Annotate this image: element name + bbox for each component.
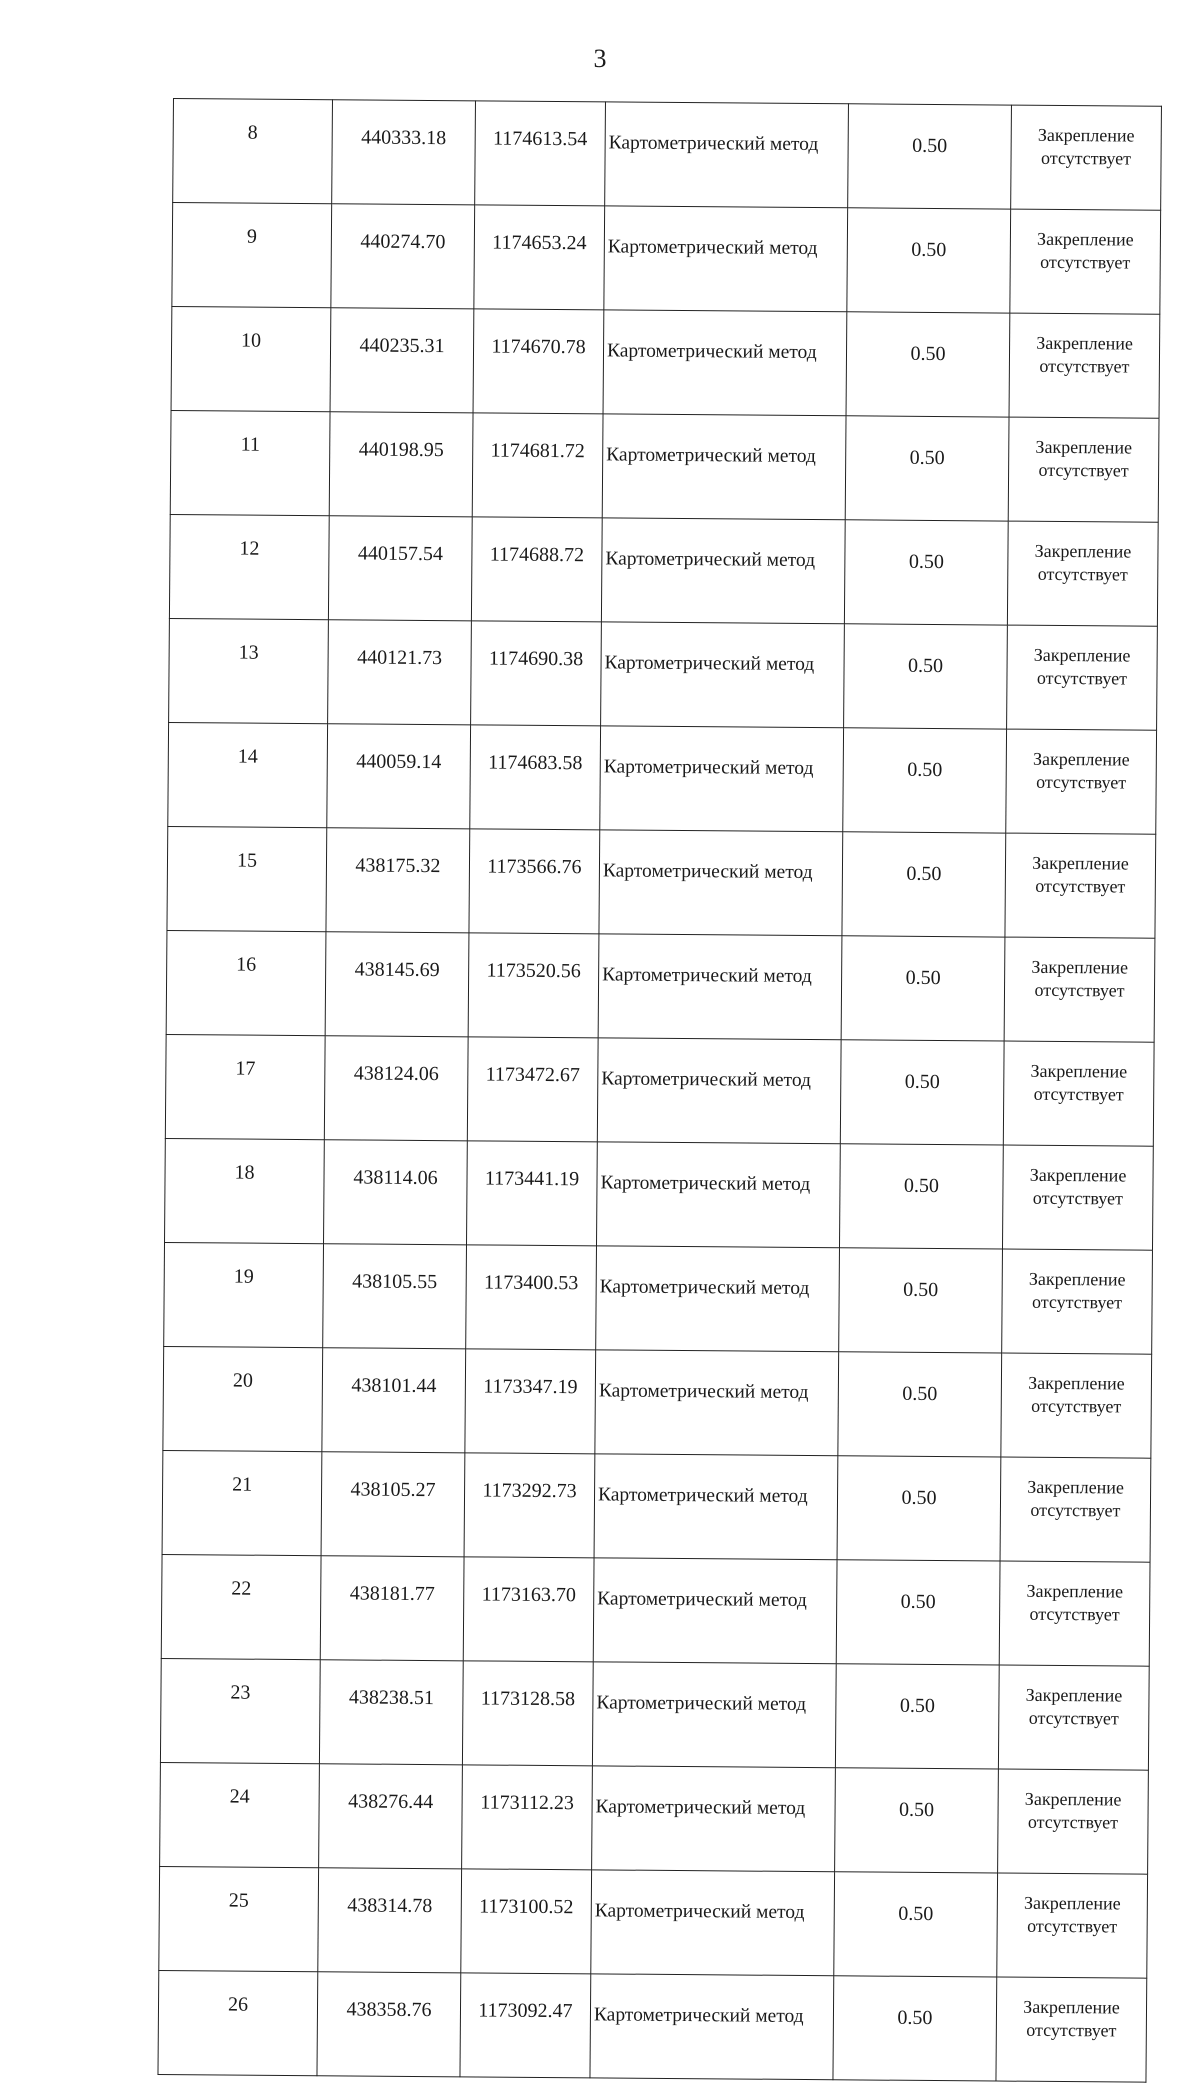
table-row [167, 826, 1156, 938]
y-coordinate-cell: 1174653.24 [474, 205, 605, 310]
x-coordinate-cell: 438145.69 [325, 932, 469, 1037]
accuracy-cell: 0.50 [838, 1352, 1002, 1457]
y-coordinate-cell: 1174681.72 [472, 413, 603, 518]
x-coordinate-cell: 440333.18 [332, 100, 476, 205]
point-number-cell: 16 [166, 930, 326, 1035]
method-cell: Картометрический метод [593, 1558, 837, 1664]
x-coordinate-cell: 438181.77 [320, 1556, 464, 1661]
fixation-line-2: отсутствует [1026, 2019, 1117, 2041]
point-number-cell: 25 [159, 1866, 319, 1971]
point-number-cell: 10 [171, 306, 331, 411]
y-coordinate-cell: 1173112.23 [462, 1765, 593, 1870]
method-cell: Картометрический метод [591, 1870, 835, 1976]
y-coordinate-cell: 1173441.19 [467, 1141, 598, 1246]
fixation-line-2: отсутствует [1040, 147, 1132, 169]
point-number-cell: 24 [160, 1762, 320, 1867]
table-row [166, 930, 1155, 1042]
fixation-line-2: отсутствует [1027, 1915, 1118, 1937]
fixation-line-1: Закрепление [1027, 1476, 1124, 1498]
table-row [173, 99, 1162, 211]
fixation-line-1: Закрепление [1031, 956, 1129, 978]
x-coordinate-cell: 438105.27 [321, 1452, 465, 1557]
x-coordinate-cell: 440059.14 [327, 724, 471, 829]
fixation-cell [1008, 417, 1159, 522]
fixation-line-2: отсутствует [1039, 355, 1130, 377]
accuracy-cell: 0.50 [839, 1144, 1003, 1249]
table-row [172, 203, 1161, 315]
fixation-line-1: Закрепление [1035, 436, 1133, 458]
table-row [160, 1658, 1149, 1770]
fixation-cell [1007, 521, 1158, 626]
method-cell: Картометрический метод [592, 1766, 836, 1872]
fixation-line-2: отсутствует [1035, 875, 1126, 897]
method-cell: Картометрический метод [603, 310, 847, 416]
fixation-cell [997, 1873, 1148, 1978]
method-cell: Картометрический метод [604, 206, 848, 312]
fixation-cell [1011, 105, 1162, 210]
fixation-line-2: отсутствует [1036, 771, 1127, 793]
table-row [165, 1138, 1154, 1250]
method-cell: Картометрический метод [601, 622, 845, 728]
point-number-cell: 18 [165, 1138, 325, 1243]
y-coordinate-cell: 1174688.72 [471, 517, 602, 622]
fixation-line-2: отсутствует [1031, 1395, 1122, 1417]
accuracy-cell: 0.50 [844, 624, 1008, 729]
x-coordinate-cell: 438358.76 [317, 1972, 461, 2077]
accuracy-cell: 0.50 [835, 1664, 999, 1769]
method-cell: Картометрический метод [590, 1974, 834, 2080]
point-number-cell: 11 [170, 410, 330, 515]
fixation-line-1: Закрепление [1029, 1164, 1127, 1186]
x-coordinate-cell: 438314.78 [318, 1868, 462, 1973]
fixation-cell [1002, 1145, 1153, 1250]
table-row [161, 1554, 1150, 1666]
method-cell: Картометрический метод [601, 518, 845, 624]
accuracy-cell: 0.50 [847, 208, 1011, 313]
point-number-cell: 14 [168, 722, 328, 827]
fixation-line-1: Закрепление [1036, 332, 1133, 354]
fixation-cell [1009, 313, 1160, 418]
method-cell: Картометрический метод [597, 1038, 841, 1144]
point-number-cell: 12 [169, 514, 329, 619]
x-coordinate-cell: 438101.44 [322, 1348, 466, 1453]
fixation-line-2: отсутствует [1032, 1187, 1123, 1209]
fixation-line-2: отсутствует [1030, 1499, 1121, 1521]
table-row [159, 1866, 1148, 1978]
point-number-cell: 9 [172, 203, 332, 308]
accuracy-cell: 0.50 [844, 520, 1008, 625]
x-coordinate-cell: 440157.54 [328, 516, 472, 621]
fixation-line-1: Закрепление [1023, 1892, 1121, 1914]
fixation-cell [998, 1769, 1149, 1874]
y-coordinate-cell: 1174613.54 [475, 101, 606, 206]
point-number-cell: 19 [164, 1242, 324, 1347]
point-number-cell: 23 [160, 1658, 320, 1763]
accuracy-cell: 0.50 [845, 416, 1009, 521]
fixation-line-1: Закрепление [1030, 1060, 1128, 1082]
y-coordinate-cell: 1173163.70 [463, 1557, 594, 1662]
x-coordinate-cell: 440235.31 [330, 308, 474, 413]
fixation-line-2: отсутствует [1028, 1707, 1119, 1729]
method-cell: Картометрический метод [594, 1454, 838, 1560]
point-number-cell: 13 [169, 618, 329, 723]
point-number-cell: 21 [162, 1450, 322, 1555]
point-number-cell: 15 [167, 826, 327, 931]
fixation-line-1: Закрепление [1034, 540, 1132, 562]
coordinates-table [157, 98, 1161, 2083]
table-row [168, 722, 1157, 834]
method-cell: Картометрический метод [595, 1350, 839, 1456]
x-coordinate-cell: 438238.51 [319, 1660, 463, 1765]
fixation-cell [1000, 1457, 1151, 1562]
fixation-line-2: отсутствует [1037, 563, 1128, 585]
fixation-cell [1004, 937, 1155, 1042]
fixation-line-2: отсутствует [1033, 1083, 1124, 1105]
table-row [158, 1970, 1147, 2082]
accuracy-cell: 0.50 [842, 832, 1006, 937]
fixation-line-1: Закрепление [1028, 1372, 1125, 1394]
method-cell: Картометрический метод [605, 102, 849, 208]
y-coordinate-cell: 1173566.76 [469, 829, 600, 934]
fixation-cell [1007, 625, 1158, 730]
fixation-cell [999, 1561, 1150, 1666]
coordinates-table-body [158, 99, 1161, 2083]
fixation-cell [998, 1665, 1149, 1770]
fixation-line-1: Закрепление [1032, 748, 1130, 770]
fixation-line-2: отсутствует [1038, 459, 1129, 481]
method-cell: Картометрический метод [599, 830, 843, 936]
table-row [162, 1450, 1151, 1562]
y-coordinate-cell: 1173400.53 [466, 1245, 597, 1350]
y-coordinate-cell: 1173292.73 [464, 1453, 595, 1558]
accuracy-cell: 0.50 [840, 1040, 1004, 1145]
fixation-line-1: Закрепление [1028, 1268, 1126, 1290]
x-coordinate-cell: 438114.06 [324, 1140, 468, 1245]
table-row [169, 514, 1158, 626]
y-coordinate-cell: 1173520.56 [468, 933, 599, 1038]
accuracy-cell: 0.50 [848, 104, 1012, 209]
fixation-line-2: отсутствует [1040, 251, 1131, 273]
table-row [164, 1242, 1153, 1354]
method-cell: Картометрический метод [596, 1246, 840, 1352]
page-number: 3 [593, 44, 607, 73]
fixation-line-1: Закрепление [1032, 852, 1129, 874]
point-number-cell: 20 [163, 1346, 323, 1451]
point-number-cell: 17 [165, 1034, 325, 1139]
fixation-line-1: Закрепление [1026, 1580, 1124, 1602]
y-coordinate-cell: 1173472.67 [467, 1037, 598, 1142]
method-cell: Картометрический метод [602, 414, 846, 520]
fixation-line-2: отсутствует [1029, 1603, 1120, 1625]
fixation-cell [1003, 1041, 1154, 1146]
accuracy-cell: 0.50 [836, 1560, 1000, 1665]
accuracy-cell: 0.50 [835, 1768, 999, 1873]
table-row [163, 1346, 1152, 1458]
fixation-line-1: Закрепление [1025, 1684, 1123, 1706]
accuracy-cell: 0.50 [841, 936, 1005, 1041]
fixation-line-2: отсутствует [1034, 979, 1125, 1001]
fixation-line-2: отсутствует [1031, 1291, 1123, 1313]
fixation-line-2: отсутствует [1036, 667, 1128, 689]
accuracy-cell: 0.50 [833, 1976, 997, 2081]
y-coordinate-cell: 1173092.47 [460, 1973, 591, 2078]
fixation-cell [1002, 1249, 1153, 1354]
fixation-cell [1006, 729, 1157, 834]
fixation-line-1: Закрепление [1024, 1788, 1122, 1810]
x-coordinate-cell: 438175.32 [326, 828, 470, 933]
x-coordinate-cell: 440274.70 [331, 204, 475, 309]
x-coordinate-cell: 440198.95 [329, 412, 473, 517]
y-coordinate-cell: 1174670.78 [473, 309, 604, 414]
point-number-cell: 26 [158, 1970, 318, 2075]
x-coordinate-cell: 438124.06 [324, 1036, 468, 1141]
method-cell: Картометрический метод [600, 726, 844, 832]
accuracy-cell: 0.50 [837, 1456, 1001, 1561]
fixation-line-1: Закрепление [1023, 1996, 1120, 2018]
accuracy-cell: 0.50 [846, 312, 1010, 417]
point-number-cell: 8 [173, 99, 333, 204]
table-row [170, 410, 1159, 522]
accuracy-cell: 0.50 [839, 1248, 1003, 1353]
table-row [169, 618, 1158, 730]
table-row [160, 1762, 1149, 1874]
method-cell: Картометрический метод [592, 1662, 836, 1768]
fixation-line-1: Закрепление [1037, 124, 1135, 146]
table-row [165, 1034, 1154, 1146]
fixation-cell [996, 1977, 1147, 2082]
accuracy-cell: 0.50 [843, 728, 1007, 833]
fixation-line-1: Закрепление [1033, 644, 1131, 666]
y-coordinate-cell: 1174683.58 [470, 725, 601, 830]
method-cell: Картометрический метод [596, 1142, 840, 1248]
point-number-cell: 22 [161, 1554, 321, 1659]
x-coordinate-cell: 440121.73 [328, 620, 472, 725]
table-row [171, 306, 1160, 418]
fixation-line-1: Закрепление [1037, 228, 1134, 250]
fixation-cell [1001, 1353, 1152, 1458]
fixation-cell [1005, 833, 1156, 938]
y-coordinate-cell: 1173128.58 [462, 1661, 593, 1766]
fixation-line-2: отсутствует [1027, 1811, 1119, 1833]
x-coordinate-cell: 438276.44 [319, 1764, 463, 1869]
x-coordinate-cell: 438105.55 [323, 1244, 467, 1349]
y-coordinate-cell: 1173347.19 [465, 1349, 596, 1454]
method-cell: Картометрический метод [598, 934, 842, 1040]
y-coordinate-cell: 1174690.38 [471, 621, 602, 726]
coordinates-table-wrapper [157, 98, 1160, 2083]
fixation-cell [1010, 209, 1161, 314]
accuracy-cell: 0.50 [834, 1872, 998, 1977]
y-coordinate-cell: 1173100.52 [461, 1869, 592, 1974]
